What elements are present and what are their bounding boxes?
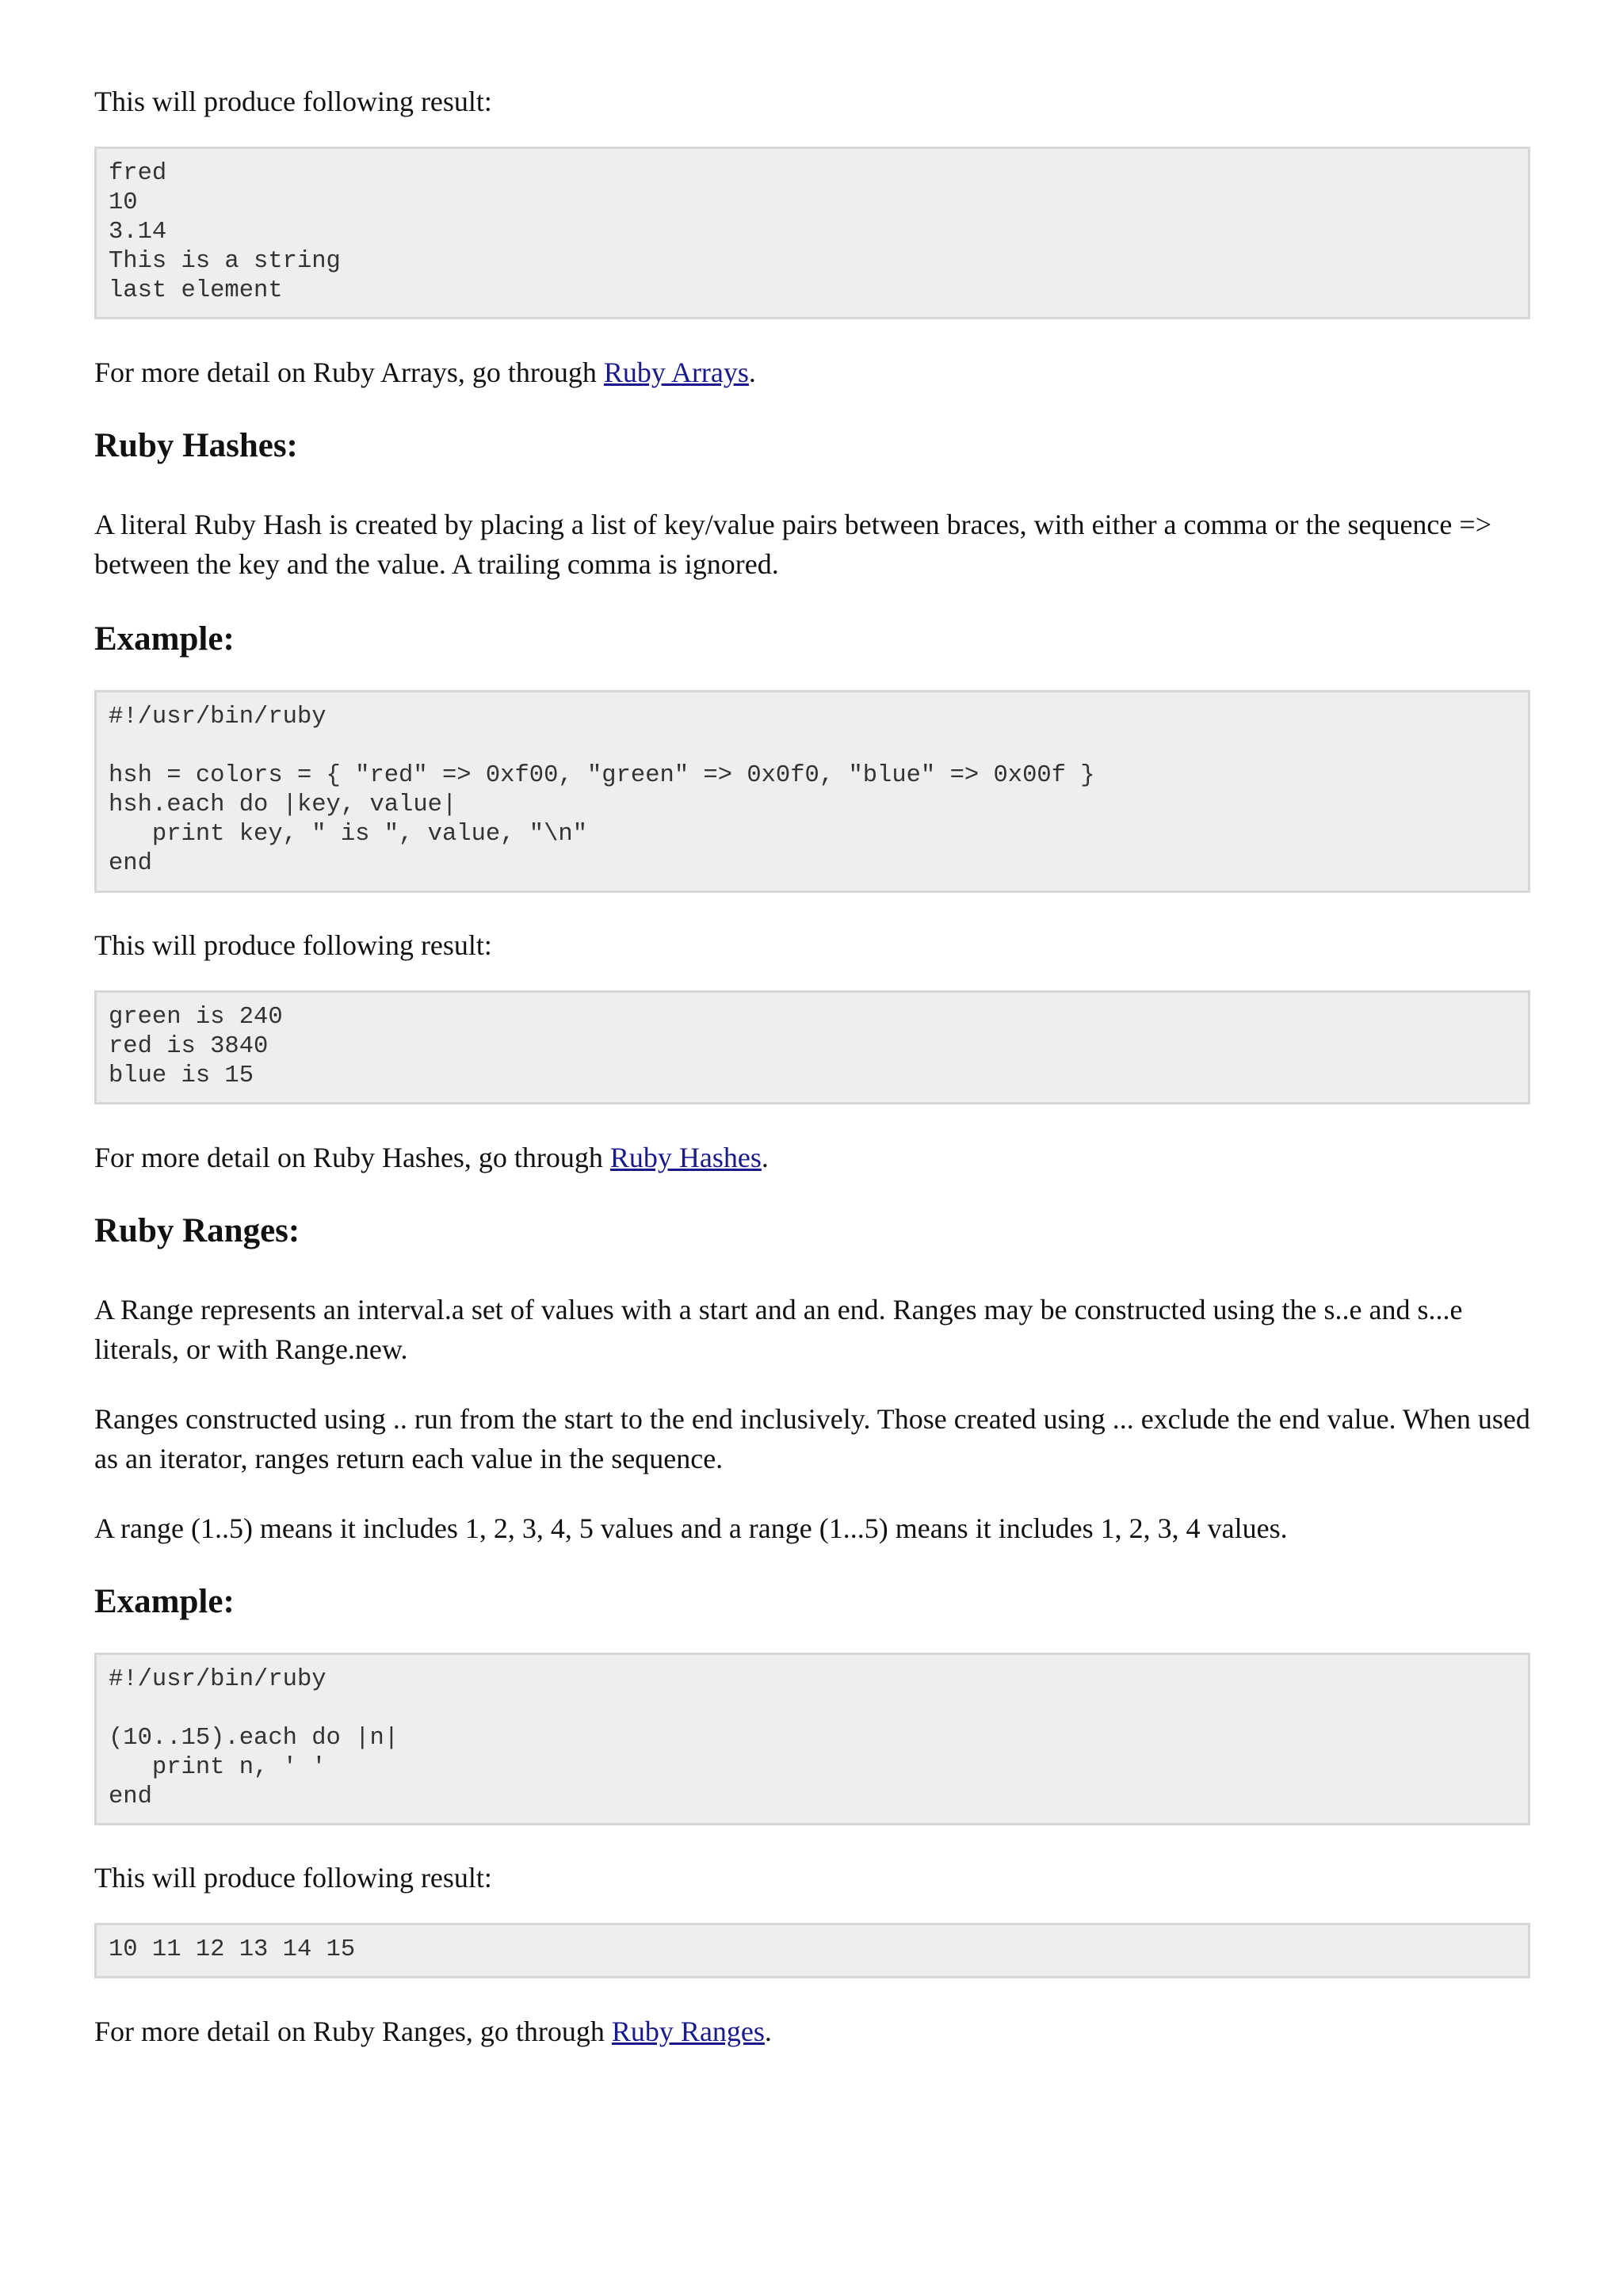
ranges-description-1: A Range represents an interval.a set of values with a start and an end. Ranges may be constructed using the s..e and s...e literals, or with Range.new. [94,1294,1463,1365]
hashes-more-detail [94,1138,769,1177]
hashes-example-heading: Example: [94,620,235,658]
hashes-result-intro: This will produce following result: [94,929,492,961]
ranges-result-code-block: 10 11 12 13 14 15 [94,1923,1530,1978]
hashes-heading: Ruby Hashes: [94,427,298,464]
ranges-description-2: Ranges constructed using .. run from the start to the end inclusively. Those created using ... exclude the end value. When used as an iterator, ranges return each value in the sequence. [94,1403,1530,1474]
hashes-result-code-block: green is 240 red is 3840 blue is 15 [94,990,1530,1104]
ranges-more-suffix: . [764,2016,772,2047]
arrays-more-suffix: . [748,357,756,388]
arrays-more-detail [94,353,756,392]
ruby-ranges-link[interactable]: Ruby Ranges [611,2016,765,2047]
ranges-example-code-block: #!/usr/bin/ruby (10..15).each do |n| print n, ' ' end [94,1653,1530,1825]
ruby-arrays-link[interactable]: Ruby Arrays [603,357,749,388]
ranges-result-intro: This will produce following result: [94,1862,492,1894]
hashes-description: A literal Ruby Hash is created by placing a list of key/value pairs between braces, with either a comma or the sequence => between the key and the value. A trailing comma is ignored. [94,509,1491,580]
hashes-example-code-block: #!/usr/bin/ruby hsh = colors = { "red" => 0xf00, "green" => 0x0f0, "blue" => 0x00f } hsh.each do |key, value| print key, " is ", value, "\n" end [94,690,1530,893]
ranges-example-heading: Example: [94,1583,235,1620]
ranges-more-detail [94,2012,772,2051]
arrays-result-code-block: fred 10 3.14 This is a string last element [94,147,1530,319]
ranges-description-3: A range (1..5) means it includes 1, 2, 3, 4, 5 values and a range (1...5) means it includes 1, 2, 3, 4 values. [94,1512,1288,1544]
hashes-more-prefix: For more detail on Ruby Hashes, go through [94,1142,610,1173]
ranges-heading: Ruby Ranges: [94,1212,300,1249]
hashes-more-suffix: . [761,1142,769,1173]
arrays-more-prefix: For more detail on Ruby Arrays, go through [94,357,604,388]
ranges-more-prefix: For more detail on Ruby Ranges, go through [94,2016,612,2047]
ruby-hashes-link[interactable]: Ruby Hashes [609,1142,762,1173]
arrays-result-intro: This will produce following result: [94,86,492,117]
